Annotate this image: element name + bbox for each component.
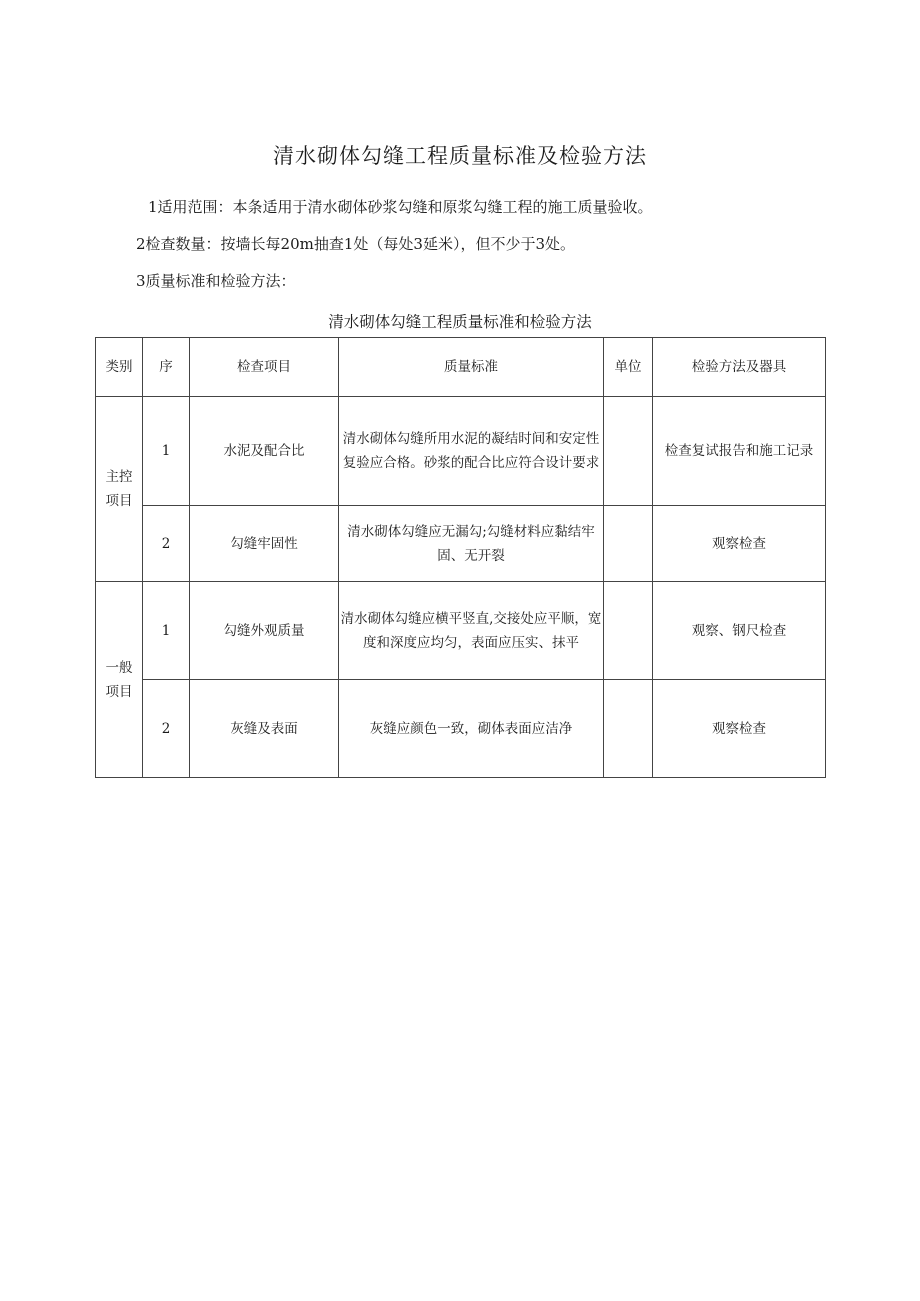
category-label-line: 一般 [105,659,133,676]
quality-standard-heading: 3质量标准和检验方法： [136,272,296,290]
header-method: 检验方法及器具 [653,338,826,397]
seq-cell: 1 [143,397,190,506]
table-header-row [96,338,826,397]
method-cell: 观察、钢尺检查 [653,582,826,680]
category-label-line: 项目 [105,493,133,509]
table-row [96,582,826,680]
scope-paragraph: 1适用范围：本条适用于清水砌体砂浆勾缝和原浆勾缝工程的施工质量验收。 [148,198,653,216]
standard-cell: 清水砌体勾缝应横平竖直,交接处应平顺，宽度和深度应均匀，表面应压实、抹平 [339,582,604,680]
method-cell: 观察检查 [653,506,826,582]
seq-cell: 1 [143,582,190,680]
category-label-line: 项目 [105,683,133,700]
table-caption: 清水砌体勾缝工程质量标准和检验方法 [328,313,592,331]
table-row [96,397,826,506]
header-standard: 质量标准 [339,338,604,397]
page-title: 清水砌体勾缝工程质量标准及检验方法 [273,144,647,168]
quality-standard-table [95,337,826,778]
item-cell: 勾缝外观质量 [190,582,339,680]
standard-cell: 清水砌体勾缝所用水泥的凝结时间和安定性复验应合格。砂浆的配合比应符合设计要求 [339,397,604,506]
standard-cell: 灰缝应颜色一致，砌体表面应洁净 [339,680,604,778]
item-cell: 水泥及配合比 [190,397,339,506]
unit-cell [604,397,653,506]
method-cell: 检查复试报告和施工记录 [653,397,826,506]
unit-cell [604,506,653,582]
unit-cell [604,680,653,778]
unit-cell [604,582,653,680]
category-cell-main-control [96,397,143,582]
standard-cell: 清水砌体勾缝应无漏勾;勾缝材料应黏结牢固、无开裂 [339,506,604,582]
category-cell-general [96,582,143,778]
seq-cell: 2 [143,680,190,778]
seq-cell: 2 [143,506,190,582]
item-cell: 勾缝牢固性 [190,506,339,582]
header-category: 类别 [96,338,143,397]
header-seq: 序 [143,338,190,397]
table-row [96,680,826,778]
table-row [96,506,826,582]
inspection-quantity-paragraph: 2检查数量：按墙长每20m抽查1处（每处3延米），但不少于3处。 [136,235,575,253]
method-cell: 观察检查 [653,680,826,778]
item-cell: 灰缝及表面 [190,680,339,778]
category-label-line: 主控 [105,469,133,485]
header-unit: 单位 [604,338,653,397]
header-item: 检查项目 [190,338,339,397]
